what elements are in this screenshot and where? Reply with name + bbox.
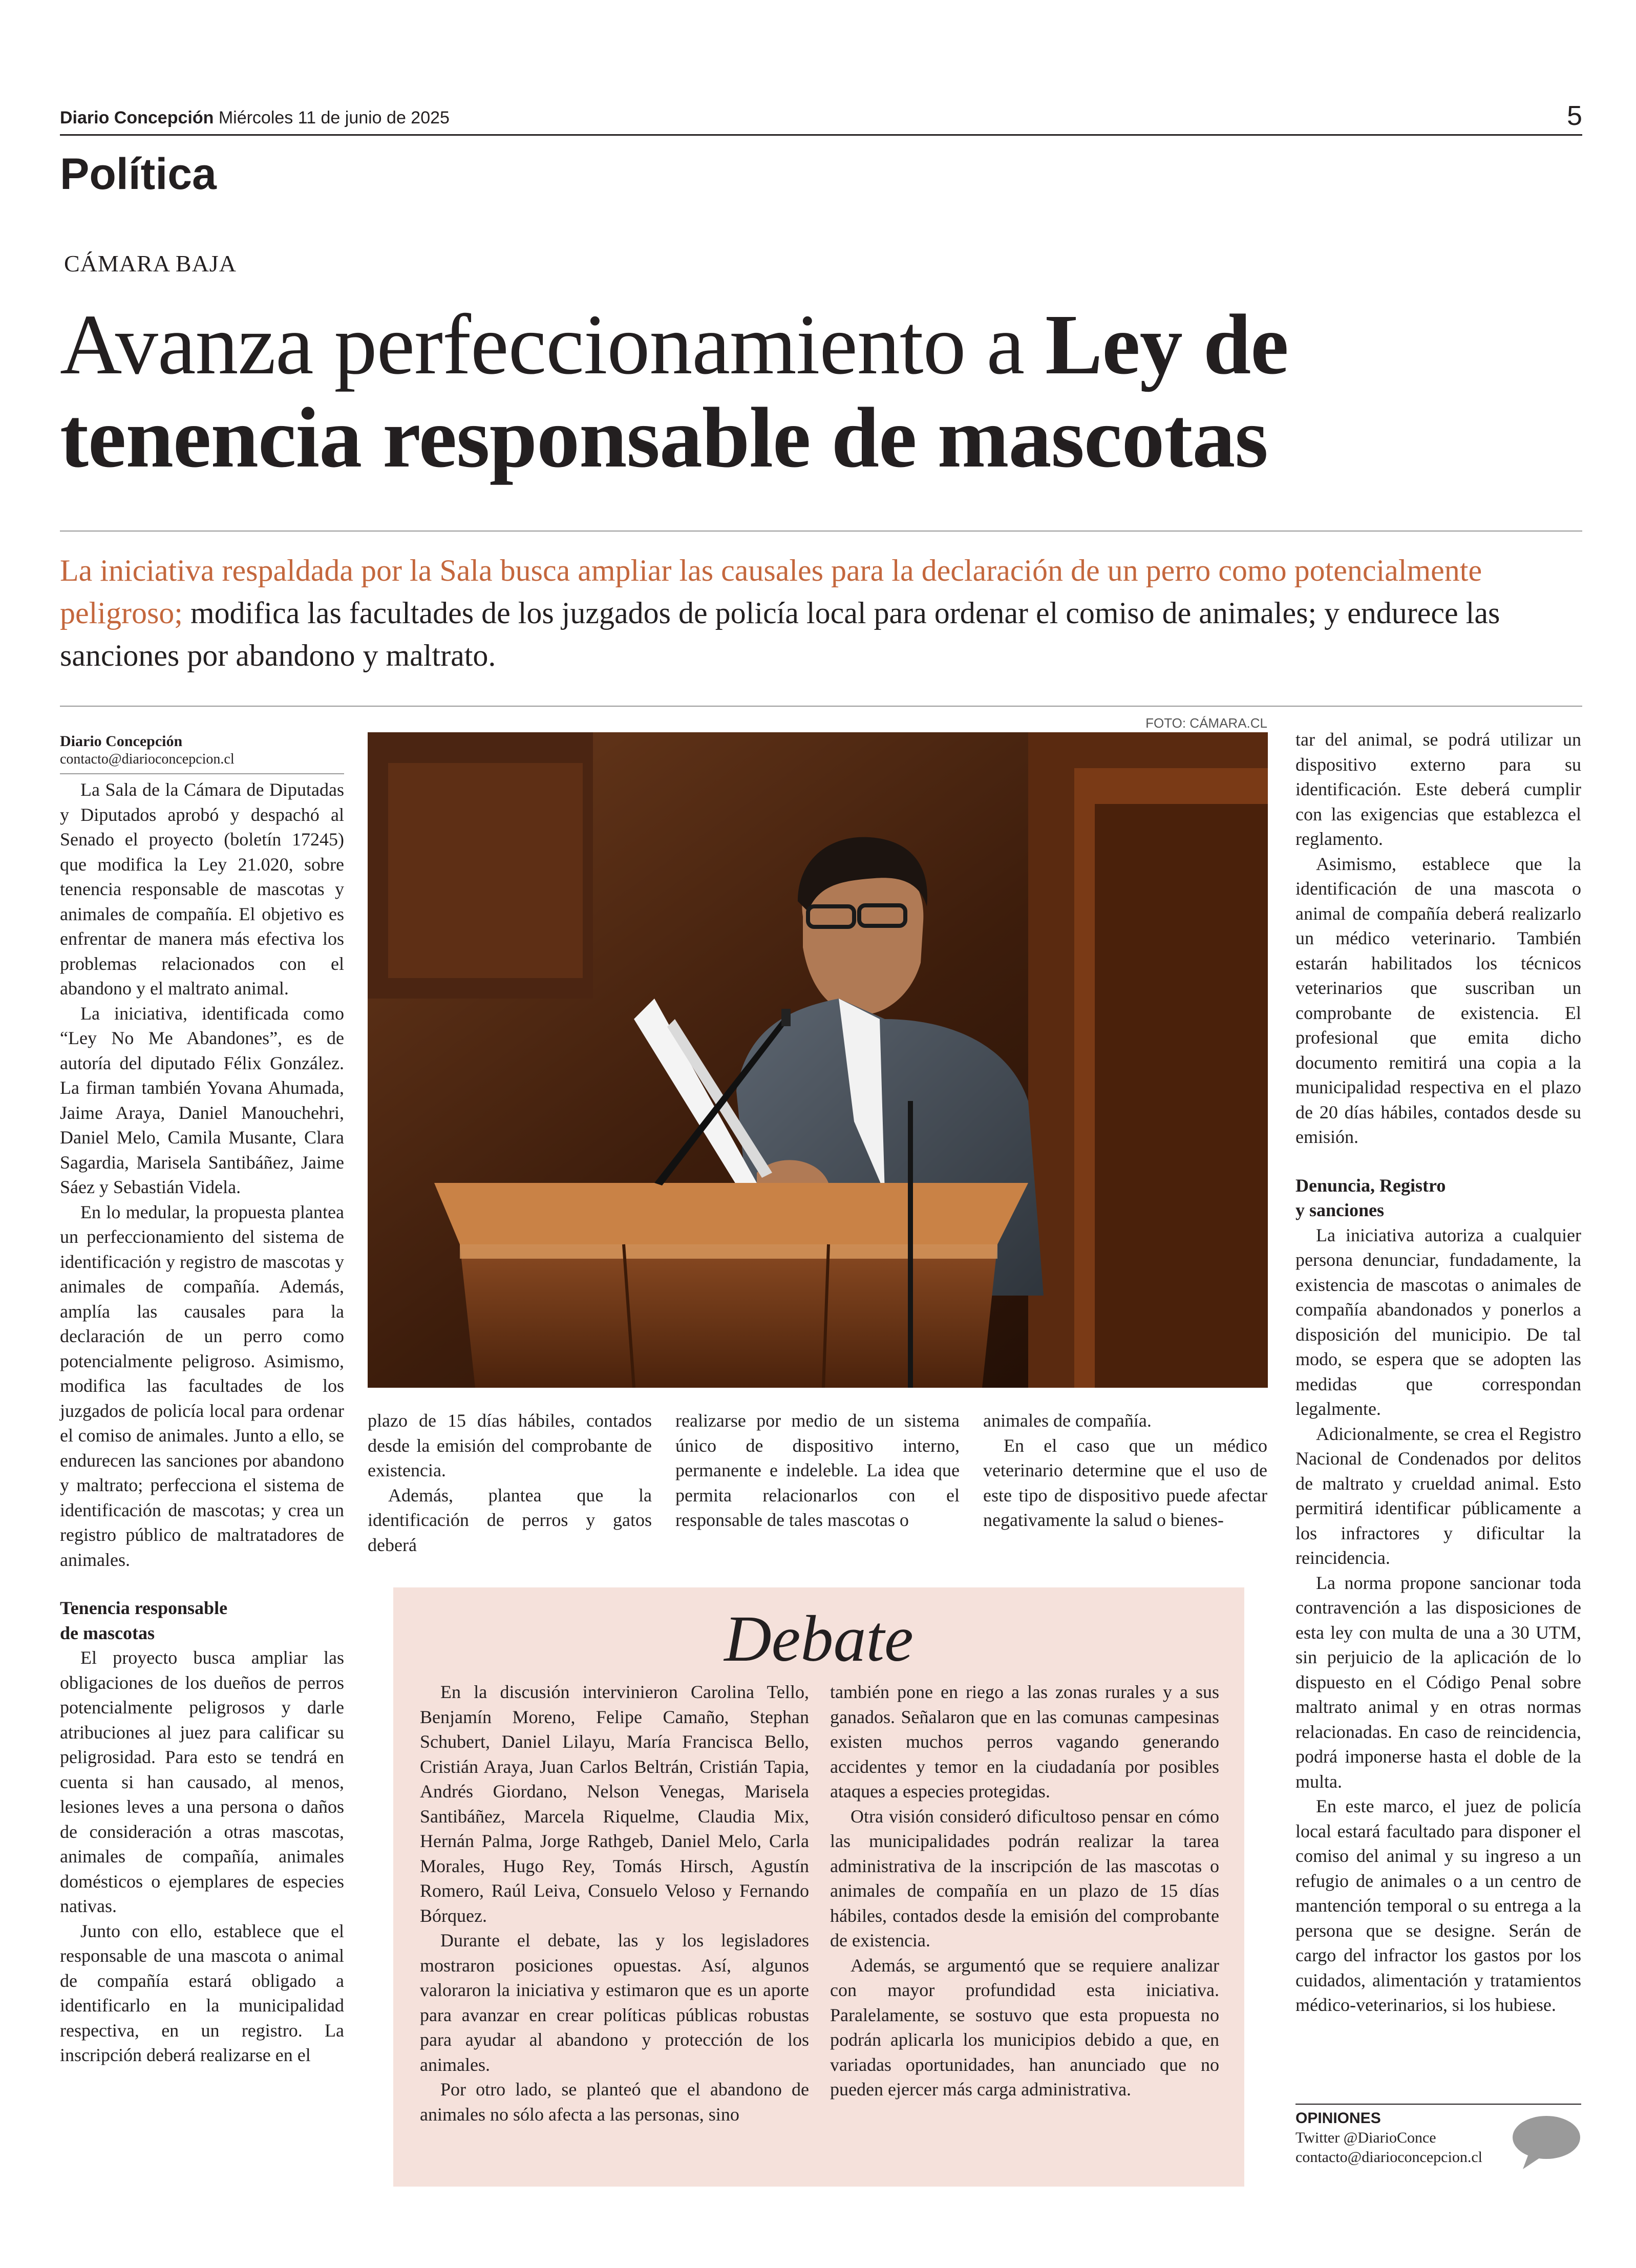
col3-paragraph: realizarse por medio de un sistema único de dispositivo interno, permanente e indeleble. La idea que permita relacionarlos con el responsable de tales mascotas o xyxy=(675,1410,960,1530)
headline-bold-1: Ley de xyxy=(1045,297,1288,392)
column-2 xyxy=(368,1408,652,1557)
col5-paragraph: Asimismo, establece que la identificación de una mascota o animal de compañía deberá realizarlo un médico veterinario. También estarán habilitados los técnicos veterinarios que suscriban un comprobante de existencia. El profesional que emita dicho documento remitirá una copia a la municipalidad respectiva en el plazo de 20 días hábiles, contados desde su emisión. xyxy=(1295,853,1581,1147)
byline-author: Diario Concepción xyxy=(60,733,183,750)
deck-accent: La iniciativa respaldada por la Sala busca ampliar las causales para la declaración de un perro como potencialmente peligroso; xyxy=(60,554,1482,630)
deck xyxy=(60,549,1576,677)
opiniones-block xyxy=(1295,2109,1511,2167)
opiniones-label: OPINIONES xyxy=(1295,2110,1381,2127)
column-4 xyxy=(983,1408,1267,1533)
article-photo xyxy=(368,732,1268,1388)
column-1 xyxy=(60,777,344,2068)
byline xyxy=(60,732,344,774)
page-number: 5 xyxy=(1566,100,1582,131)
speech-bubble-icon-svg xyxy=(1511,2114,1582,2171)
headline-bold-2: tenencia responsable de mascotas xyxy=(60,390,1268,485)
deck-bottom-rule xyxy=(60,706,1582,707)
opiniones-email: contacto@diarioconcepcion.cl xyxy=(1295,2149,1482,2166)
col5-paragraph: En este marco, el juez de policía local estará facultado para disponer el comiso del animal y su ingreso a un refugio de animales o a un centro de mantención temporal o su entrega a la persona que se designe. Serán de cargo del infractor los gastos por los cuidados, alimentación y tratamientos médico-veterinarios, si los hubiese. xyxy=(1295,1796,1581,2015)
deck-rest: modifica las facultades de los juzgados de policía local para ordenar el comiso de animales; y endurece las sanciones por abandono y maltrato. xyxy=(60,596,1500,672)
col1-paragraph: El proyecto busca ampliar las obligaciones de los dueños de perros potencialmente peligrosos y darle atribuciones al juez para calificar su peligrosidad. Para esto se tendrá en cuenta si han causado, al menos, lesiones leves a una persona o daños de consideración a otras mascotas, animales de compañía, animales domésticos o ejemplares de especies nativas. xyxy=(60,1647,344,1916)
opiniones-rule xyxy=(1295,2104,1581,2105)
photo-illustration xyxy=(368,732,1268,1388)
debate-paragraph: Otra visión consideró dificultoso pensar en cómo las municipalidades podrán realizar la tarea administrativa de la inscripción de las mascotas o animales de compañía en un plazo de 15 días hábiles, contados desde la emisión del comprobante de existencia. xyxy=(830,1806,1219,1951)
headline xyxy=(60,298,1586,484)
col5-subheading-line: y sanciones xyxy=(1295,1200,1385,1220)
masthead-paper: Diario Concepción xyxy=(60,108,214,128)
opiniones-twitter: Twitter @DiarioConce xyxy=(1295,2129,1436,2146)
col2-paragraph: plazo de 15 días hábiles, contados desde la emisión del comprobante de existencia. xyxy=(368,1410,652,1480)
masthead xyxy=(60,108,450,128)
headline-light: Avanza perfeccionamiento a xyxy=(60,297,1046,392)
byline-email: contacto@diarioconcepcion.cl xyxy=(60,751,235,767)
masthead-rule xyxy=(60,134,1582,136)
debate-paragraph: también pone en riego a las zonas rurales y a sus ganados. Señalaron que en las comunas campesinas existen muchos perros vagando generando accidentes y temor en la ciudadanía por posibles ataques a especies protegidas. xyxy=(830,1682,1219,1801)
kicker: CÁMARA BAJA xyxy=(64,250,237,277)
column-3 xyxy=(675,1408,960,1533)
col5-subheading xyxy=(1295,1173,1581,1223)
col4-paragraph: animales de compañía. xyxy=(983,1410,1152,1431)
masthead-date: Miércoles 11 de junio de 2025 xyxy=(218,108,450,128)
deck-top-rule xyxy=(60,531,1582,532)
col1-subheading xyxy=(60,1596,344,1645)
section-title: Política xyxy=(60,150,217,199)
col1-subheading-line: de mascotas xyxy=(60,1622,155,1643)
speech-bubble-icon xyxy=(1511,2114,1582,2171)
col1-subheading-line: Tenencia responsable xyxy=(60,1598,228,1618)
debate-paragraph: En la discusión intervinieron Carolina Tello, Benjamín Moreno, Felipe Camaño, Stephan Schubert, Daniel Lilayu, María Francisca Bello, Cristián Araya, Juan Carlos Beltrán, Cristián Tapia, Andrés Giordano, Nelson Venegas, Marisela Santibáñez, Marcela Riquelme, Claudia Mix, Hernán Palma, Jorge Rathgeb, Daniel Melo, Carla Morales, Hugo Rey, Tomás Hirsch, Agustín Romero, Raúl Leiva, Consuelo Veloso y Fernando Bórquez. xyxy=(420,1682,809,1926)
column-5 xyxy=(1295,727,1581,2018)
col1-paragraph: Junto con ello, establece que el responsable de una mascota o animal de compañía estará obligado a identificarlo en la municipalidad respectiva, en un registro. La inscripción deberá realizarse en el xyxy=(60,1920,344,2065)
col5-paragraph: tar del animal, se podrá utilizar un dispositivo externo para su identificación. Este deberá cumplir con las exigencias que establezca el reglamento. xyxy=(1295,729,1581,849)
debate-left-column xyxy=(420,1680,809,2127)
col4-paragraph: En el caso que un médico veterinario determine que el uso de este tipo de dispositivo puede afectar negativamente la salud o bienes- xyxy=(983,1435,1267,1530)
debate-paragraph: Además, se argumentó que se requiere analizar con mayor profundidad esta iniciativa. Paralelamente, se sostuvo que esta propuesta no podrán aplicarla los municipios debido a que, en variadas oportunidades, han anunciado que no pueden ejercer más carga administrativa. xyxy=(830,1955,1219,2100)
col1-paragraph: La iniciativa, identificada como “Ley No Me Abandones”, es de autoría del diputado Félix González. La firman también Yovana Ahumada, Jaime Araya, Daniel Manouchehri, Daniel Melo, Camila Musante, Clara Sagardia, Marisela Santibáñez, Jaime Sáez y Sebastián Videla. xyxy=(60,1003,344,1197)
debate-paragraph: Por otro lado, se planteó que el abandono de animales no sólo afecta a las personas, sino xyxy=(420,2079,809,2125)
debate-box xyxy=(393,1587,1244,2187)
col5-paragraph: La iniciativa autoriza a cualquier persona denunciar, fundadamente, la existencia de mascotas o animales de compañía abandonados y ponerlos a disposición del municipio. De tal modo, se espera que se adopten las medidas que correspondan legalmente. xyxy=(1295,1224,1581,1419)
col5-subheading-line: Denuncia, Registro xyxy=(1295,1175,1446,1196)
debate-title: Debate xyxy=(724,1602,913,1675)
debate-right-column xyxy=(830,1680,1219,2102)
byline-rule xyxy=(60,773,344,774)
col1-paragraph: La Sala de la Cámara de Diputadas y Diputados aprobó y despachó al Senado el proyecto (boletín 17245) que modifica la Ley 21.020, sobre tenencia responsable de mascotas y animales de compañía. El objetivo es enfrentar de manera más efectiva los problemas relacionados con el abandono y el maltrato animal. xyxy=(60,779,344,999)
col5-paragraph: La norma propone sancionar toda contravención a las disposiciones de esta ley con multa de una a 30 UTM, sin perjuicio de la aplicación de lo dispuesto en el Código Penal sobre maltrato animal y en otras normas relacionadas. En caso de reincidencia, podrá imponerse hasta el doble de la multa. xyxy=(1295,1572,1581,1792)
col1-paragraph: En lo medular, la propuesta plantea un perfeccionamiento del sistema de identificación y registro de mascotas y animales de compañía. Además, amplía las causales para la declaración de un perro como potencialmente peligroso. Asimismo, modifica las facultades de los juzgados de policía local para ordenar el comiso de animales. Junto a ello, se endurecen las sanciones por abandono y maltrato; perfecciona el sistema de identificación de mascotas; y crea un registro público de maltratadores de animales. xyxy=(60,1201,344,1570)
col2-paragraph: Además, plantea que la identificación de perros y gatos deberá xyxy=(368,1485,652,1555)
col5-paragraph: Adicionalmente, se crea el Registro Nacional de Condenados por delitos de maltrato y crueldad animal. Esto permitirá identificar públicamente a los infractores y dificultar la reincidencia. xyxy=(1295,1423,1581,1568)
debate-paragraph: Durante el debate, las y los legisladores mostraron posiciones opuestas. Así, algunos valoraron la iniciativa y estimaron que es un aporte para avanzar en crear políticas públicas robustas para ayudar al abandono y protección de los animales. xyxy=(420,1930,809,2075)
photo-credit: FOTO: CÁMARA.CL xyxy=(1145,715,1267,731)
